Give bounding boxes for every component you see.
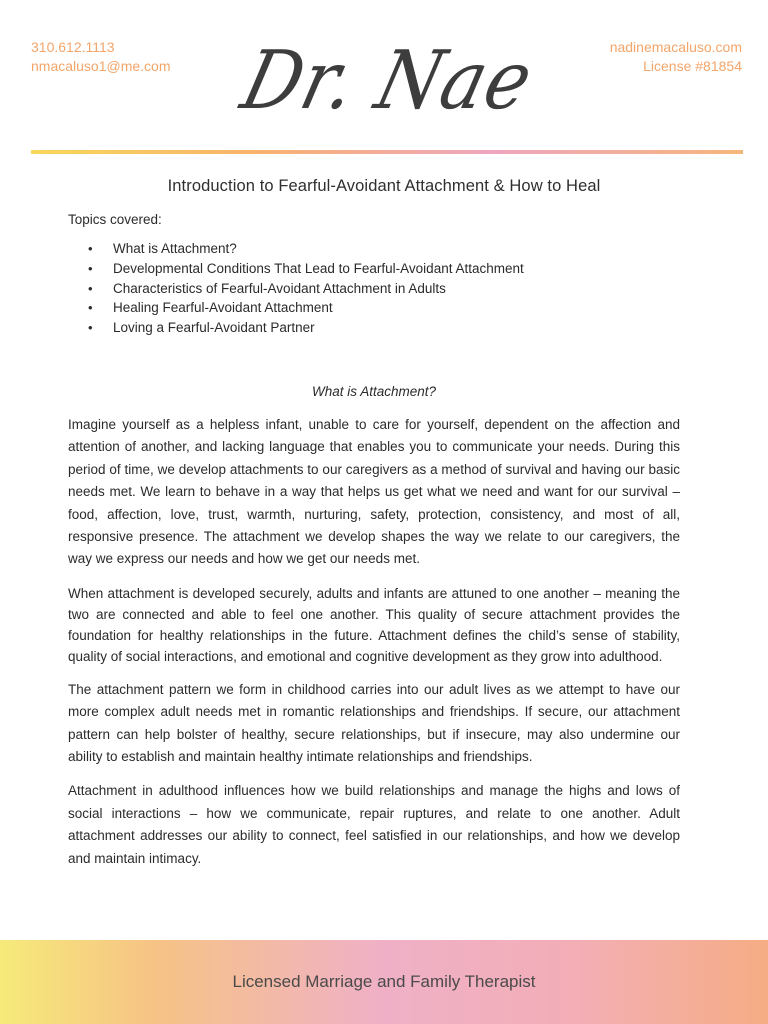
website: nadinemacaluso.com <box>609 39 742 55</box>
footer-tagline: Licensed Marriage and Family Therapist <box>232 972 536 991</box>
section-heading: What is Attachment? <box>311 383 437 399</box>
signature-logo: Dr. Nae <box>233 32 543 128</box>
topics-label: Topics covered: <box>68 212 162 227</box>
paragraph: The attachment pattern we form in childhood carries into our adult lives as we attempt to have our more complex adult needs met in romantic relationships and friendships. If secure, our attachment pattern can help bolster of healthy, secure relationships, but if insecure, may also undermine our ability to establish and maintain healthy intimate relationships and friendships. <box>68 681 680 765</box>
paragraph: Attachment in adulthood influences how we build relationships and manage the highs and lows of social interactions – how we communicate, repair ruptures, and relate to one another. Adult attachment addresses our ability to connect, feel satisfied in our relationships, and how we develop and maintain intimacy. <box>68 783 680 866</box>
contact-left <box>31 38 171 76</box>
paragraph: Imagine yourself as a helpless infant, unable to care for yourself, dependent on the affection and attention of another, and lacking language that enables you to communicate your needs. During this period of time, we develop attachments to our caregivers as a method of survival and having our basic needs met. We learn to behave in a way that helps us get what we need and want for our survival – food, affection, love, trust, warmth, nurturing, safety, protection, consistency, and most of all, responsive presence. The attachment we develop shapes the way we relate to our caregivers, the way we express our needs and how we get our needs met. <box>68 416 680 567</box>
topic-item: • Developmental Conditions That Lead to Fearful-Avoidant Attachment <box>68 259 680 279</box>
contact-right <box>610 38 742 76</box>
phone-number: 310.612.1113 <box>31 39 115 55</box>
topic-item: • What is Attachment? <box>68 239 680 259</box>
paragraph: When attachment is developed securely, adults and infants are attuned to one another – meaning the two are connected and able to feel one another. This quality of secure attachment provides the foundation for healthy relationships in the future. Attachment defines the child’s sense of stability, quality of social interactions, and emotional and cognitive development as they grow into adulthood. <box>68 585 680 664</box>
topic-item: • Healing Fearful-Avoidant Attachment <box>68 298 680 318</box>
topic-item: • Characteristics of Fearful-Avoidant Attachment in Adults <box>68 279 680 299</box>
topic-item: • Loving a Fearful-Avoidant Partner <box>68 318 680 338</box>
header-divider <box>31 150 743 154</box>
email-address: nmacaluso1@me.com <box>31 58 171 74</box>
license-number: License #81854 <box>643 58 742 74</box>
topics-list <box>68 239 680 338</box>
document-body <box>68 210 680 882</box>
document-title: Introduction to Fearful-Avoidant Attachment & How to Heal <box>167 177 601 195</box>
